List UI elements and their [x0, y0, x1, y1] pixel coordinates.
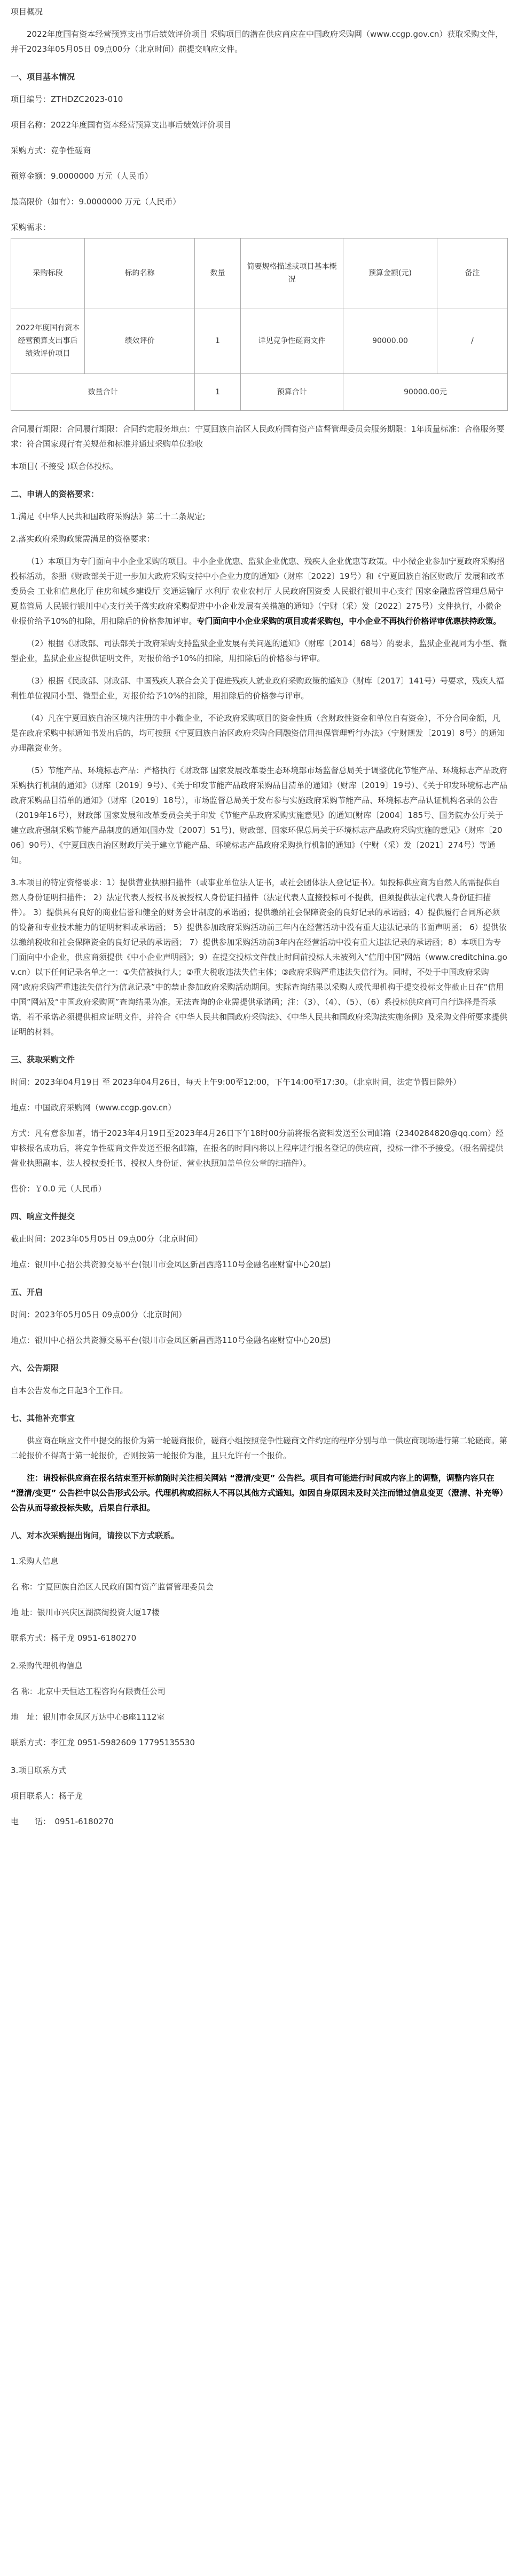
sum-qty: 1	[195, 374, 241, 411]
table-cell: /	[437, 308, 508, 374]
sum-budget: 90000.00元	[343, 374, 508, 411]
table-header-cell: 简要规格描述或项目基本概况	[241, 238, 343, 308]
project-number: 项目编号：ZTHDZC2023-010	[11, 94, 123, 104]
notice-period: 自本公告发布之日起3个工作日。	[11, 1386, 128, 1395]
overview-summary: 2022年度国有资本经营预算支出事后绩效评价项目 采购项目的潜在供应商应在中国政府采购网（www.ccgp.gov.cn）获取采购文件，并于2023年05月05日 09点00分（北京时间）前提交响应文件。	[11, 29, 504, 54]
obtain-method: 方式：凡有意参加者，请于2023年4月19日至2023年4月26日下午18时00分前将报名资料发送至公司邮箱（2340284820@qq.com）经审核报名成功后，将竞争性磋商文件发送至报名邮箱，在报名的时间内将以上程序进行报名登记的供应商，投标一律不予接受。（报名需提供营业执照副本、法人授权委托书、授权人身份证、营业执照加盖单位公章的扫描件）。	[11, 1128, 504, 1168]
agency-name: 名 称：北京中天恒达工程咨询有限责任公司	[11, 1687, 166, 1696]
table-row	[11, 308, 508, 374]
agency-title: 2.采购代理机构信息	[11, 1661, 83, 1671]
table-header-cell: 采购标段	[11, 238, 85, 308]
section-notice-period: 六、公告期限	[11, 1363, 59, 1373]
agency-address: 地 址：银川市金凤区万达中心B座1112室	[11, 1712, 165, 1722]
project-name: 项目名称：2022年度国有资本经营预算支出事后绩效评价项目	[11, 120, 232, 130]
requirements-label: 采购需求：	[11, 222, 51, 232]
purchaser-address: 地 址：银川市兴庆区湖滨街投资大厦17楼	[11, 1608, 160, 1617]
consortium-note: 本项目( 不接受 )联合体投标。	[11, 462, 119, 471]
qual-specific: 3.本项目的特定资格要求：1）提供营业执照扫描件（或事业单位法人证书，或社会团体法人登记证书）。如投标供应商为自然人的需提供自然人身份证明扫描件； 2）法定代表人授权书及被授权人身份证扫描件（法定代表人直接投标可不提供，但须提供法定代表人身份证扫描件）。 3）提供具有良好的商业信誉和健全的财务会计制度的承诺函；提供缴纳社会保障资金的良好记录的承诺函；4）提供履行合同所必须的设备和专业技术能力的证明材料或承诺函； 5）提供参加政府采购活动前三年内在经营活动中没有重大违法记录的书面声明函； 6）提供依法缴纳税收和社会保障资金的良好记录的承诺函； 7）提供参加采购活动前3年内在经营活动中没有重大违法记录的承诺函；8）本项目为专门面向中小企业，供应商须提供《中小企业声明函》；9）在提交投标文件截止时间前投标人未被列入“信用中国”网站（www.creditchina.gov.cn）以下任何记录名单之一：①失信被执行人；②重大税收违法失信主体；③政府采购严重违法失信行为。同时，不处于中国政府采购网“政府采购严重违法失信行为信息记录”中的禁止参加政府采购活动期间。实际查询结果以采购人或代理机构于提交投标文件截止日在“信用中国”网站及“中国政府采购网”查询结果为准。无法查询的企业需提供承诺函；注：（3）、（4）、（5）、（6）系投标供应商可自行选择是否承诺，若不承诺必须提供相应证明文件，并符合《中华人民共和国政府采购法》、《中华人民共和国政府采购法实施条例》及采购文件所要求提供证明的材料。	[11, 878, 508, 1037]
table-header-cell: 标的名称	[85, 238, 195, 308]
other-notice-warning: 注：请投标供应商在报名结束至开标前随时关注相关网站 “澄清/变更” 公告栏。项目有可能进行时间或内容上的调整，调整内容只在 “澄清/变更” 公告栏中以公告形式公示。代理机构或招标人不再以其他方式通知。如因自身原因未及时关注而错过信息变更（澄清、补充等）公告从而导致投标失败，后果自行承担。	[11, 1473, 504, 1513]
purchaser-contact: 联系方式：杨子龙 0951-6180270	[11, 1633, 137, 1643]
section-obtain-docs: 三、获取采购文件	[11, 1055, 75, 1064]
qual-sme-emphasis: 专门面向中小企业采购的项目或者采购包，中小企业不再执行价格评审优惠扶持政策。	[197, 616, 501, 626]
project-contact-phone: 电 话： 0951-6180270	[11, 1817, 114, 1826]
table-cell: 1	[195, 308, 241, 374]
open-time: 时间：2023年05月05日 09点00分（北京时间）	[11, 1310, 187, 1319]
max-price: 最高限价（如有）：9.0000000 万元（人民币）	[11, 197, 181, 206]
section-submit: 四、响应文件提交	[11, 1212, 75, 1221]
qual-financing-policy: （4）凡在宁夏回族自治区境内注册的中小微企业，不论政府采购项目的资金性质（含财政性资金和单位自有资金），不分合同金额，凡是在政府采购中标通知书发出后的，均可按照《宁夏回族自治区政府采购合同融资信用担保管理暂行办法》（宁财规发〔2019〕8号）的通知办理融资业务。	[11, 713, 505, 753]
announcement-page	[11, 0, 507, 1829]
submit-deadline: 截止时间：2023年05月05日 09点00分（北京时间）	[11, 1234, 203, 1244]
table-sum-row	[11, 374, 508, 411]
qual-item: 1.满足《中华人民共和国政府采购法》第二十二条规定;	[11, 512, 206, 521]
section-open: 五、开启	[11, 1287, 43, 1297]
obtain-price: 售价：￥0.0 元（人民币）	[11, 1184, 106, 1194]
agency-contact: 联系方式：李江龙 0951-5982609 17795135530	[11, 1738, 195, 1747]
obtain-time: 时间：2023年04月19日 至 2023年04月26日，每天上午9:00至12:00，下午14:00至17:30。（北京时间，法定节假日除外）	[11, 1077, 461, 1087]
section-qualification: 二、申请人的资格要求：	[11, 489, 99, 499]
qual-prison-policy: （2）根据《财政部、司法部关于政府采购支持监狱企业发展有关问题的通知》（财库〔2014〕68号）的要求，监狱企业视同为小型、微型企业，监狱企业应提供证明文件，对报价给予10%的扣除，用扣除后的价格参与评审。	[11, 639, 507, 663]
qual-item: 2.落实政府采购政策需满足的资格要求：	[11, 534, 155, 544]
overview-title: 项目概况	[11, 7, 43, 17]
table-header-cell: 数量	[195, 238, 241, 308]
submit-place: 地点：银川中心招公共资源交易平台(银川市金凤区新昌西路110号金融名座财富中心20层)	[11, 1260, 331, 1269]
purchaser-name: 名 称：宁夏回族自治区人民政府国有资产监督管理委员会	[11, 1582, 214, 1592]
project-contact-person: 项目联系人：杨子龙	[11, 1791, 83, 1801]
table-cell: 详见竞争性磋商文件	[241, 308, 343, 374]
open-place: 地点：银川中心招公共资源交易平台(银川市金凤区新昌西路110号金融名座财富中心20层)	[11, 1335, 331, 1345]
qual-energy-policy: （5）节能产品、环境标志产品：严格执行《财政部 国家发展改革委生态环境部市场监督总局关于调整优化节能产品、环境标志产品政府采购执行机制的通知》（财库〔2019〕9号）、《关于印发节能产品政府采购品目清单的通知》（财库〔2019〕19号）、《关于印发环境标志产品政府采购品目清单的通知》（财库〔2019〕18号），市场监督总局关于发布参与实施政府采购节能产品、环境标志产品认证机构名录的公告（2019年16号），财政部 国家发展和改革委员会关于印发《节能产品政府采购实施意见》的通知(财库〔2004〕185号、国务院办公厅关于建立政府强制采购节能产品制度的通知(国办发〔2007〕51号)、财政部、国家环保总局关于环境标志产品政府采购实施的意见》（财库〔2006〕90号）、《宁夏回族自治区财政厅关于建立节能产品、环境标志产品政府采购执行机制的通知》（宁财（采）发〔2021〕274号）等通知。	[11, 766, 507, 865]
requirements-table	[11, 238, 508, 411]
contract-terms: 合同履行期限：合同履行期限：合同约定服务地点：宁夏回族自治区人民政府国有资产监督管理委员会服务期限：1年质量标准：合格服务要求：符合国家现行有关规范和标准并通过采购单位验收	[11, 424, 505, 449]
section-other: 七、其他补充事宜	[11, 1413, 75, 1423]
procurement-method: 采购方式：竞争性磋商	[11, 146, 91, 155]
table-cell: 2022年度国有资本经营预算支出事后绩效评价项目	[11, 308, 85, 374]
sum-qty-label: 数量合计	[11, 374, 195, 411]
section-basic-info: 一、项目基本情况	[11, 72, 75, 82]
qual-sme-policy: （1）本项目为专门面向中小企业采购的项目。中小企业优惠、监狱企业优惠、残疾人企业优惠等政策。中小微企业参加宁夏政府采购招投标活动，参照《财政部关于进一步加大政府采购支持中小企业力度的通知》（财库〔2022〕19号）和《宁夏回族自治区财政厅 发展和改革委员会 工业和信息化厅 住房和城乡建设厅 交通运输厅 水利厅 农业农村厅 人民政府国资委 人民银行银川中心支行 国家金融监督管理总局宁夏监管局 人民银行银川中心支行关于落实政府采购促进中小企业发展有关措施的通知》（宁财（采）发〔2022〕275号）文件执行，小微企业报价给予10%的扣除，用扣除后的价格参加评审。专门面向中小企业采购的项目或者采购包，中小企业不再执行价格评审优惠扶持政策。	[11, 556, 505, 626]
section-contacts: 八、对本次采购提出询问，请按以下方式联系。	[11, 1531, 179, 1540]
obtain-place: 地点：中国政府采购网（www.ccgp.gov.cn）	[11, 1103, 176, 1112]
table-header-cell: 备注	[437, 238, 508, 308]
other-negotiation: 供应商在响应文件中提交的报价为第一轮磋商报价，磋商小组按照竞争性磋商文件约定的程序分别与单一供应商现场进行第二轮磋商。第二轮报价不得高于第一轮报价，否则按第一轮报价为准，且只允许有一个报价。	[11, 1436, 508, 1460]
purchaser-title: 1.采购人信息	[11, 1556, 59, 1566]
table-header-cell: 预算金额(元)	[343, 238, 437, 308]
project-contact-title: 3.项目联系方式	[11, 1766, 67, 1775]
table-cell: 绩效评价	[85, 308, 195, 374]
budget-amount: 预算金额：9.0000000 万元（人民币）	[11, 171, 153, 181]
qual-disability-policy: （3）根据《民政部、财政部、中国残疾人联合会关于促进残疾人就业政府采购政策的通知》（财库〔2017〕141号）号要求，残疾人福利性单位视同小型、微型企业，对报价给予10%的扣除，用扣除后的价格参与评审。	[11, 676, 504, 701]
sum-budget-label: 预算合计	[241, 374, 343, 411]
table-cell: 90000.00	[343, 308, 437, 374]
